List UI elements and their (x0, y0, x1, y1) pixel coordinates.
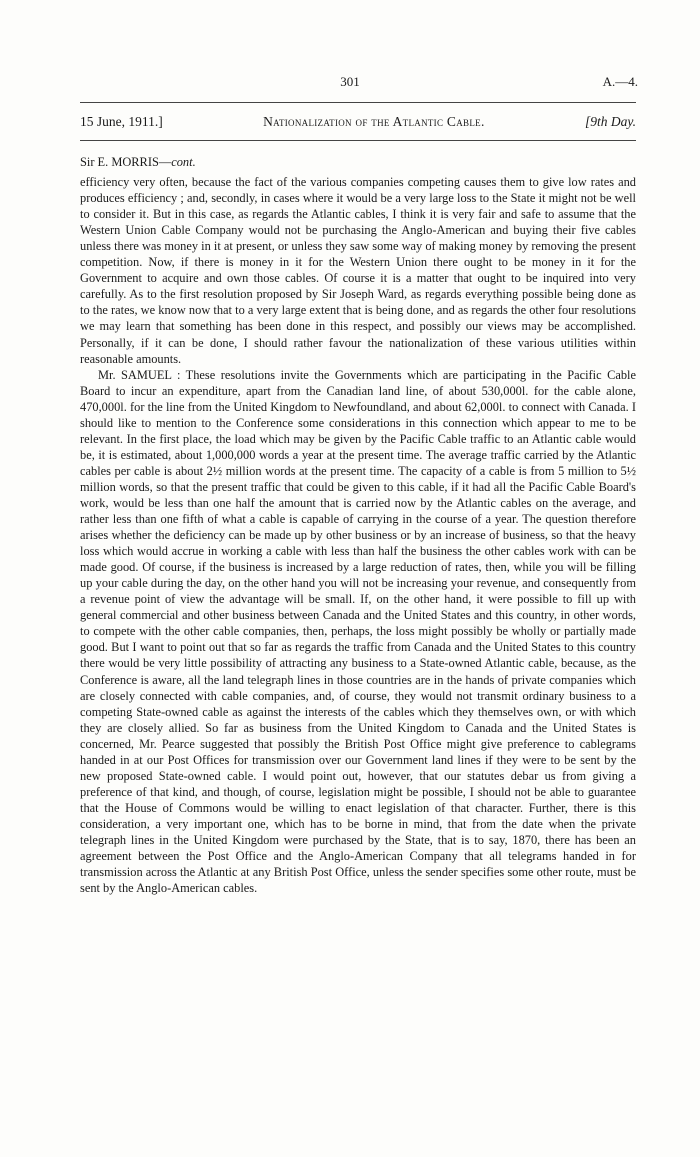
continued-marker: cont. (171, 155, 196, 169)
page-number: 301 (340, 74, 360, 89)
paragraph-text: efficiency very often, because the fact of the various companies competing causes them to give low rates and produces efficiency ; and, secondly, in cases where it would be a very large loss to the State it might not be well to consider it. But in this case, as regards the Atlantic cables, I think it is very fair and safe to assume that the Western Union Cable Company would not be purchasing the Anglo-American and buying their five cables unless there was money in it at present, or unless they saw some way of making money by removing the present competition. Now, if there is money in it for the Western Union there ought to be money in it for the Government to acquire and own those cables. Of course it is a matter that ought to be inquired into very carefully. As to the first resolution proposed by Sir Joseph Ward, as regards everything possible being done as to the rates, we know now that to a very large extent that is being done, and as regards the other four resolutions we may learn that something has been done in this respect, and possibly our views may be accomplished. Personally, if it can be done, I should rather favour the nationalization of these various utilities within reasonable amounts. (80, 175, 636, 366)
document-reference: A.—4. (602, 74, 638, 89)
speaker-continuation (80, 154, 636, 170)
header-title: Nationalization of the Atlantic Cable. (263, 114, 485, 129)
running-head (80, 114, 636, 130)
paragraph-samuel (80, 367, 636, 897)
header-date: 15 June, 1911.] (80, 114, 163, 129)
paragraph-text: These resolutions invite the Governments which are participating in the Pacific Cable Board to incur an expenditure, apart from the Canadian land line, of about 530,000l. for the cable alone, 470,000l. for the line from the United Kingdom to Newfoundland, and about 62,000l. to connect with Canada. I should like to mention to the Conference some considerations in this connection which appear to me to be relevant. In the first place, the load which may be given by the Pacific Cable traffic to an Atlantic cable would be, it is estimated, about 1,000,000 words a year at the present time. The average traffic carried by the Atlantic cables per cable is about 2½ million words at the present time. The capacity of a cable is from 5 million to 5½ million words, so that the present traffic that could be given to this cable, if it had all the Pacific Cable Board's work, would be less than one half the amount that is carried now by the Atlantic cables on the average, and rather less than one fifth of what a cable is capable of carrying in the course of a year. The question therefore arises whether the deficiency can be made up by other business or by an increase of business, so that the heavy loss which would accrue in working a cable with less than half the business the other cables work with can be made good. Of course, if the business is increased by a large reduction of rates, then, while you will be filling up your cable during the day, on the other hand you will not be increasing your revenue, and consequently from a revenue point of view the advantage will be small. If, on the other hand, it were possible to fill up with general commercial and other business between Canada and the United States and this country, in other words, to compete with the other cable companies, then, perhaps, the loss might possibly be wholly or partially made good. But I want to point out that so far as regards the traffic from Canada and the United States to this country there would be very little possibility of attracting any business to a State-owned Atlantic cable, because, as the Conference is aware, all the land telegraph lines in those countries are in the hands of private companies which are closely connected with cable companies, and, of course, they would not transmit ordinary business to a competing State-owned cable as against the interests of the cables which they themselves own, or with which they are closely allied. So far as business from the United Kingdom to Canada and the United States is concerned, Mr. Pearce suggested that possibly the British Post Office might give preference to cablegrams handed in at our Post Offices for transmission over our Government land lines if they were to be sent by the new proposed State-owned cable. I would point out, however, that our statutes debar us from giving a preference of that kind, and though, of course, legislation might be possible, I should not be able to guarantee that the House of Commons would be willing to enact legislation of that character. Further, there is this consideration, a very important one, which has to be borne in mind, that from the date when the private telegraph lines in the United Kingdom were purchased by the State, that is to say, 1870, there has been an agreement between the Post Office and the Anglo-American Company that all telegrams handed in for transmission across the Atlantic at any British Post Office, unless the sender specifies some other route, must be sent by the Anglo-American cables. (80, 367, 636, 896)
body-text (80, 154, 636, 896)
header-day: [9th Day. (584, 114, 636, 129)
header-rule-bottom (80, 140, 636, 141)
speaker-name: Sir E. MORRIS— (80, 155, 172, 169)
paragraph-continued (80, 174, 636, 367)
paragraph-speaker: Mr. SAMUEL : (98, 367, 181, 382)
header-rule-top (80, 102, 636, 103)
